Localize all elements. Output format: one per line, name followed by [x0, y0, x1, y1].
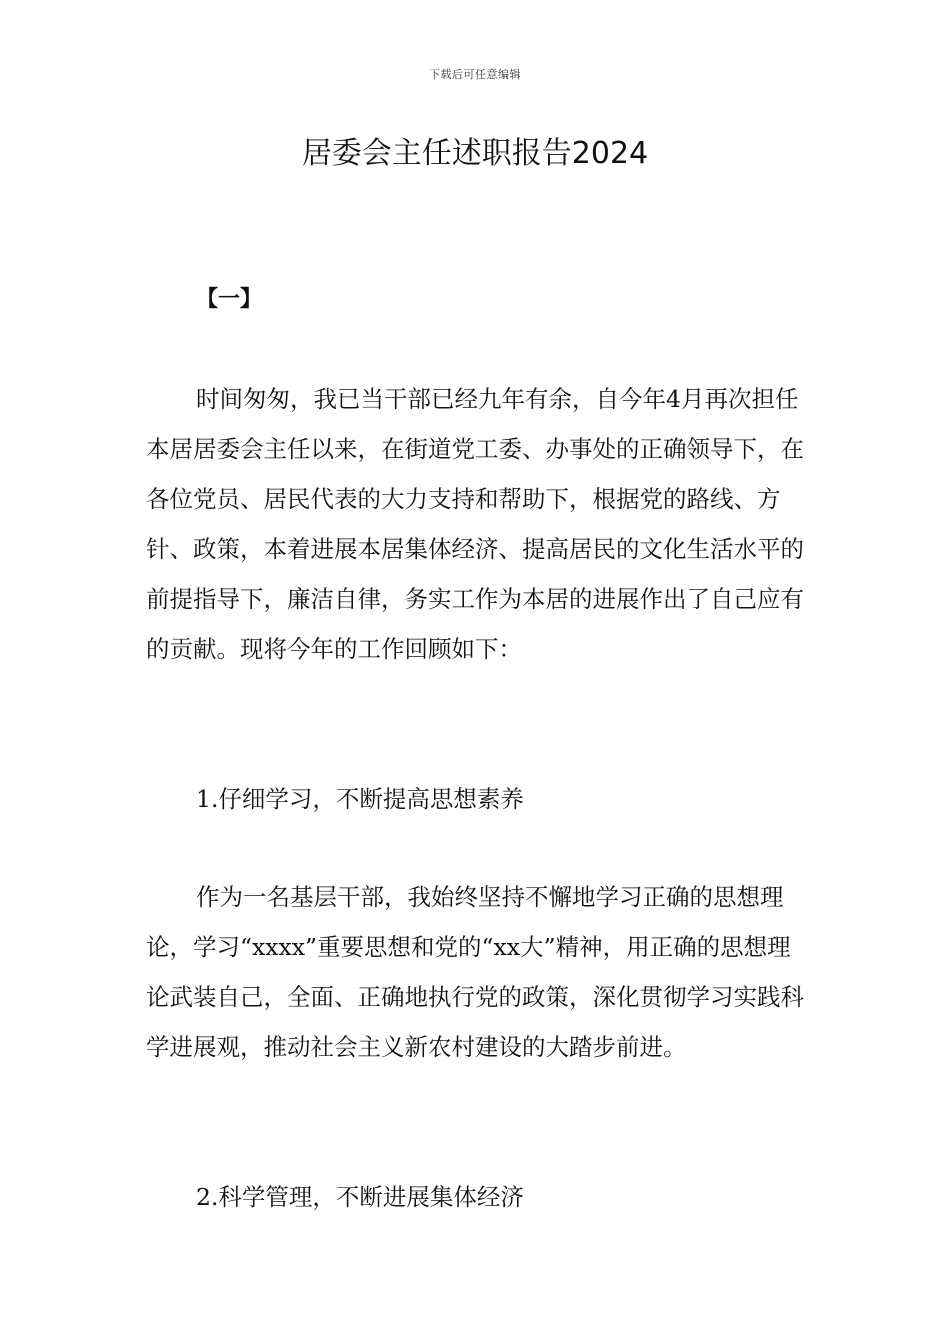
section-marker: 【一】: [196, 287, 263, 312]
section-heading-1: 1.仔细学习，不断提高思想素养: [196, 785, 524, 813]
header-note: 下载后可任意编辑: [429, 68, 521, 81]
body-paragraph-1: 作为一名基层干部，我始终坚持不懈地学习正确的思想理论，学习“xxxx”重要思想和党的“xx大”精神，用正确的思想理论武装自己，全面、正确地执行党的政策，深化贯彻学习实践科学进展观，推动社会主义新农村建设的大踏步前进。: [146, 883, 804, 1061]
section-heading-2: 2.科学管理，不断进展集体经济: [196, 1183, 524, 1211]
document-title: 居委会主任述职报告2024: [301, 136, 649, 171]
intro-paragraph: 时间匆匆，我已当干部已经九年有余，自今年4月再次担任本居居委会主任以来，在街道党工委、办事处的正确领导下，在各位党员、居民代表的大力支持和帮助下，根据党的路线、方针、政策，本着进展本居集体经济、提高居民的文化生活水平的前提指导下，廉洁自律，务实工作为本居的进展作出了自己应有的贡献。现将今年的工作回顾如下：: [146, 385, 804, 663]
